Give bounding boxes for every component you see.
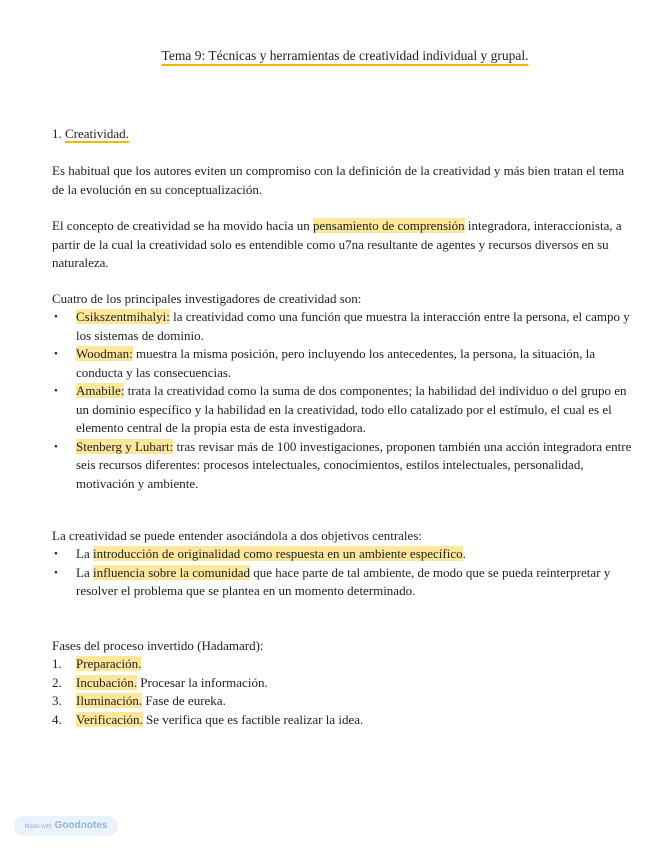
objective-highlight: introducción de originalidad como respuesta en un ambiente específico (92, 546, 463, 561)
list-item (52, 382, 632, 438)
objectives-intro: La creatividad se puede entender asociándola a dos objetivos centrales: (52, 528, 422, 543)
phase-text: Se verifica que es factible realizar la idea. (142, 711, 364, 727)
investigator-name: Amabile: (76, 383, 125, 398)
section-label: Creatividad. (65, 126, 129, 141)
list-item (52, 655, 632, 674)
phase-text: Fase de eureka. (142, 693, 226, 708)
list-item (52, 692, 632, 711)
objective-highlight: influencia sobre la comunidad (92, 564, 250, 580)
list-item (52, 564, 632, 601)
phase-number: 2. (52, 674, 62, 690)
badge-brand: Goodnotes (54, 820, 108, 831)
objective-text-after: que hace parte de tal ambiente, de modo que se pueda reinterpretar y resolver el problema que se plantea en un momento determinado. (76, 564, 611, 598)
section-heading (52, 125, 632, 144)
paragraph-concept (52, 217, 632, 273)
phase-label: Preparación. (76, 656, 142, 671)
phases-intro: Fases del proceso invertido (Hadamard): (52, 638, 264, 653)
phase-number: 3. (52, 693, 62, 708)
p2-text-before: El concepto de creatividad se ha movido hacia un (52, 218, 313, 233)
phase-label: Verificación. (76, 711, 143, 727)
list-item (52, 545, 632, 564)
section-number: 1. (52, 126, 62, 141)
phase-label: Iluminación. (76, 693, 143, 708)
investigator-text: muestra la misma posición, pero incluyendo los antecedentes, la persona, la situación, la conducta y las consecuencias. (76, 346, 596, 380)
investigator-text: tras revisar más de 100 investigaciones, proponen también una acción integradora entre seis recursos diferentes: procesos intelectuales, conocimientos, estilos intelectuales, personalidad, motivación y ambiente. (76, 438, 632, 491)
phase-number: 1. (52, 656, 62, 671)
paragraph-evolution: Es habitual que los autores eviten un compromiso con la definición de la creatividad y más bien tratan el tema de la evolución en su conceptualización. (52, 163, 625, 197)
phases-list (52, 655, 632, 729)
phase-text: Procesar la información. (137, 674, 268, 690)
investigator-name: Woodman: (76, 346, 133, 361)
phase-number: 4. (52, 711, 62, 727)
objective-text-before: La (76, 546, 93, 561)
phase-label: Incubación. (76, 674, 138, 690)
objective-text-after: . (462, 546, 466, 561)
investigator-name: Stenberg y Lubart: (76, 438, 174, 454)
investigator-name: Csikszentmihalyi: (76, 309, 170, 324)
list-item (52, 438, 632, 494)
objective-text-before: La (76, 564, 93, 580)
list-item (52, 711, 632, 730)
investigators-intro: Cuatro de los principales investigadores de creatividad son: (52, 291, 362, 306)
investigator-text: la creatividad como una función que muestra la interacción entre la persona, el campo y los sistemas de dominio. (76, 309, 630, 343)
investigator-text: trata la creatividad como la suma de dos componentes; la habilidad del individuo o del grupo en un dominio específico y la habilidad en la creatividad, todo ello catalizado por el estímulo, el cual es el elemento central de la propia esta de esta investigadora. (76, 383, 627, 435)
made-with-goodnotes-badge (14, 816, 118, 836)
objectives-list (52, 545, 632, 601)
investigators-list (52, 308, 632, 493)
p2-highlight: pensamiento de comprensión (312, 218, 465, 233)
page-title: Tema 9: Técnicas y herramientas de creatividad individual y grupal. (161, 48, 529, 63)
list-item (52, 674, 632, 693)
list-item (52, 308, 632, 345)
badge-prefix: Made with (24, 824, 52, 830)
p2-text-after: integradora, interaccionista, a partir de la cual la creatividad solo es entendible como u7na resultante de agentes y recursos diversos en su naturaleza. (52, 218, 622, 270)
list-item (52, 345, 632, 382)
